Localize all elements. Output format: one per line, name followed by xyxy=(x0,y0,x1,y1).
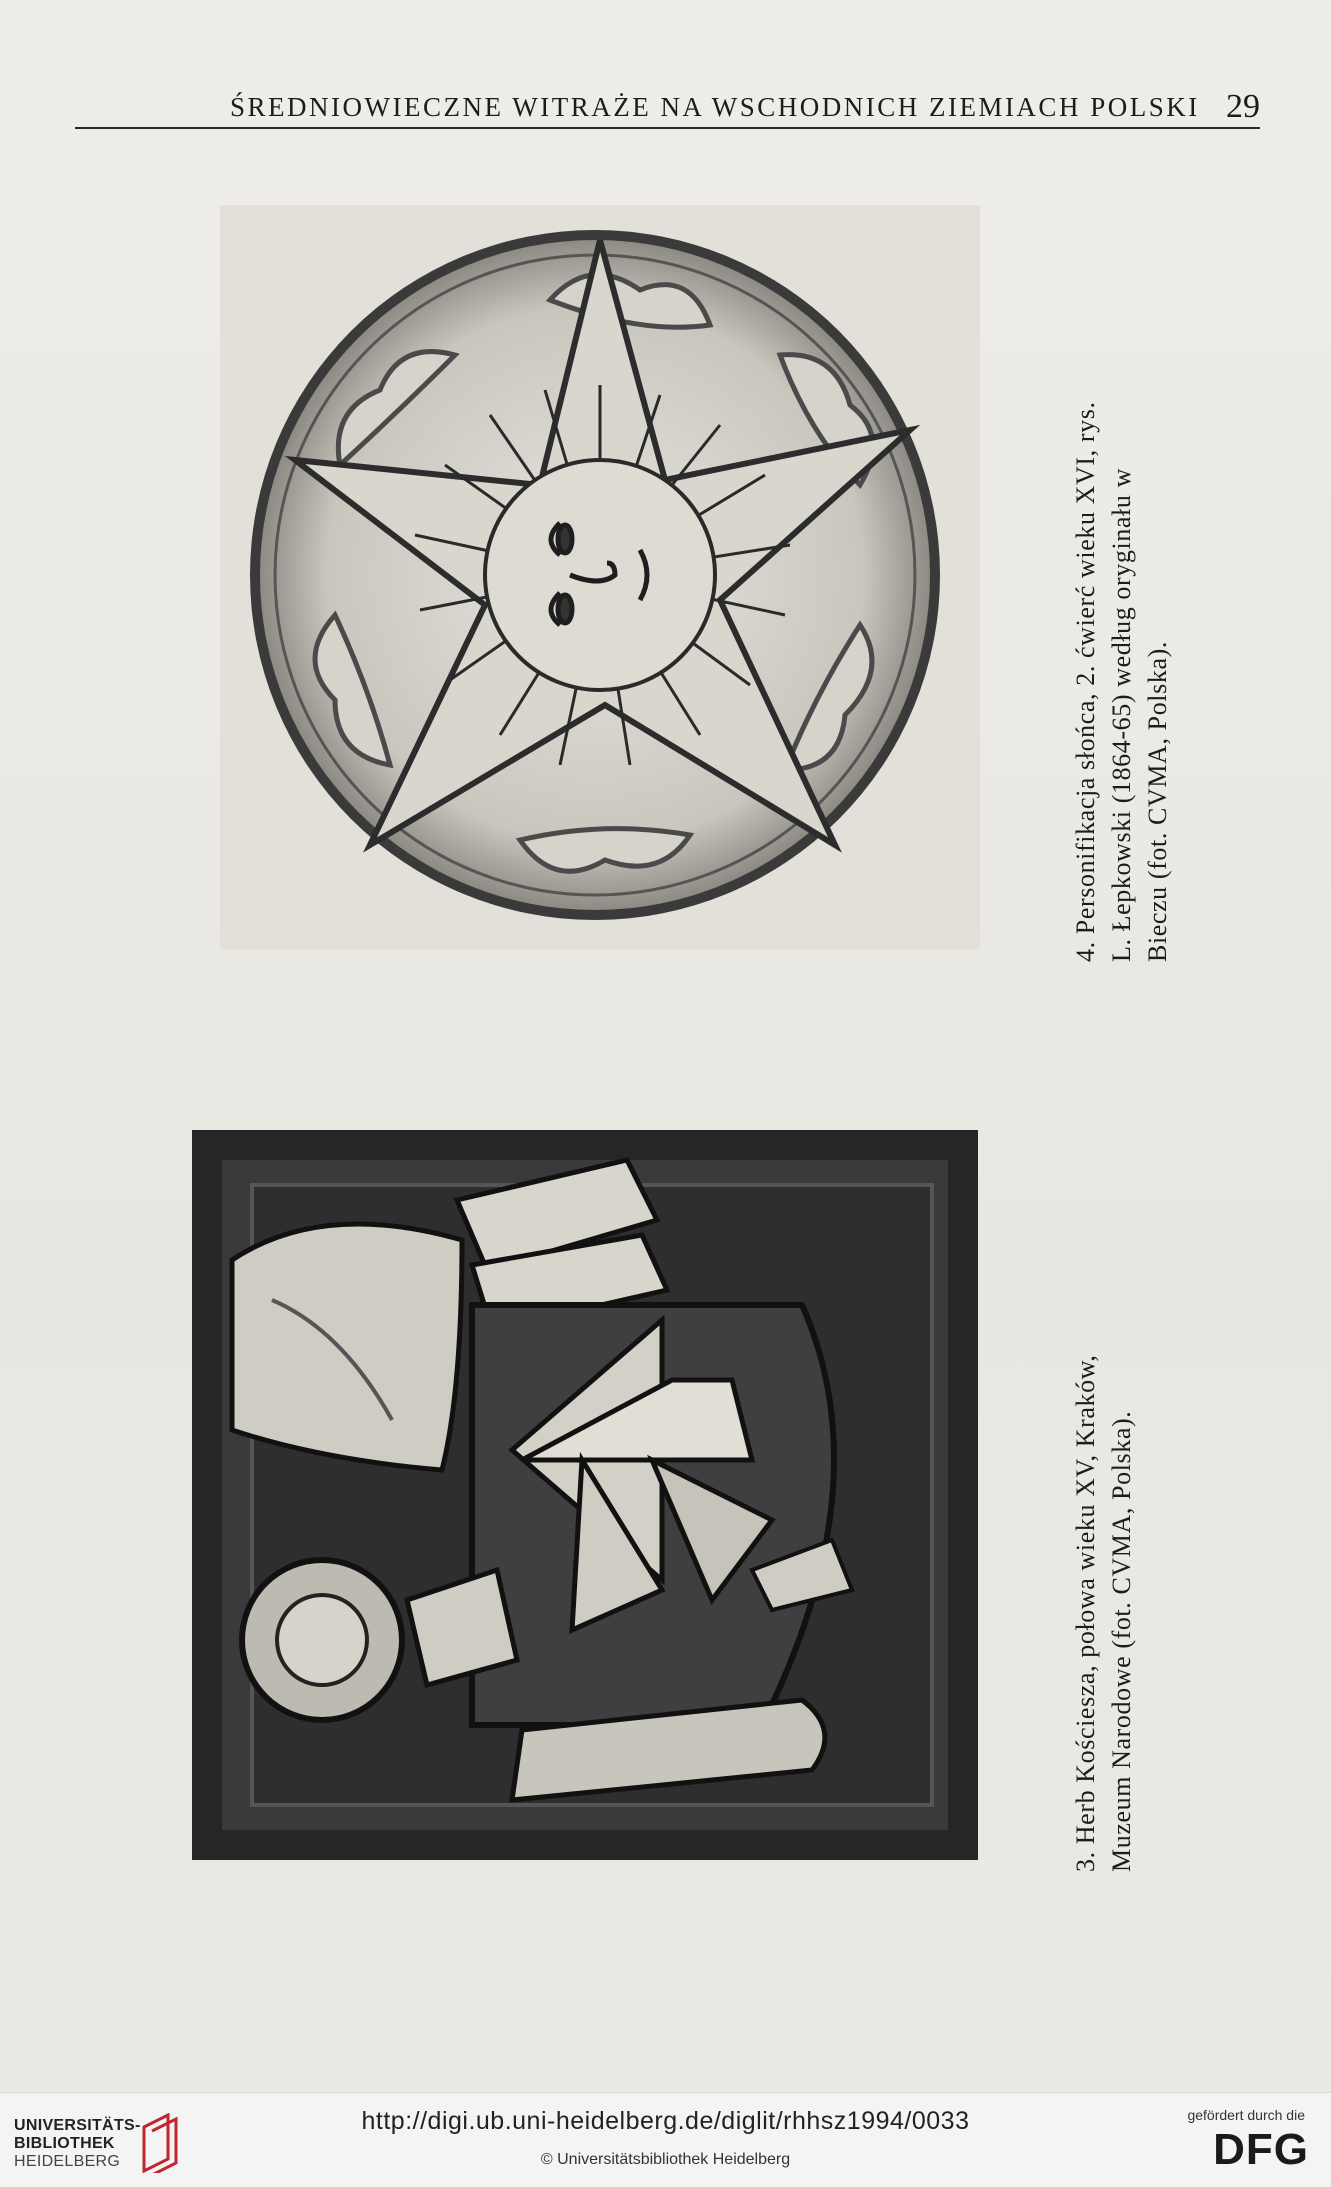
copyright-notice: © Universitätsbibliothek Heidelberg xyxy=(540,2151,791,2168)
sun-roundel-image xyxy=(220,205,980,950)
figure-3-caption-line-2: Muzeum Narodowe (fot. CVMA, Polska). xyxy=(1107,1410,1136,1872)
coat-of-arms-image xyxy=(192,1130,978,1860)
figure-4-caption-line-1: 4. Personifikacja słońca, 2. ćwierć wieku XVI, rys. xyxy=(1071,401,1100,962)
running-header xyxy=(120,88,1260,132)
figure-4-caption-line-2: L. Łepkowski (1864-65) według oryginału w xyxy=(1107,468,1136,962)
funder-label: gefördert durch die xyxy=(1187,2107,1305,2123)
source-url-link[interactable]: http://digi.ub.uni-heidelberg.de/diglit/rhhsz1994/0033 xyxy=(361,2107,970,2135)
running-title: ŚREDNIOWIECZNE WITRAŻE NA WSCHODNICH ZIEMIACH POLSKI xyxy=(230,92,1200,122)
coat-of-arms-illustration xyxy=(192,1130,978,1860)
dfg-logo[interactable]: DFG xyxy=(1213,2125,1309,2174)
library-name-line-2: BIBLIOTHEK xyxy=(14,2135,115,2152)
figure-4-caption-line-3: Bieczu (fot. CVMA, Polska). xyxy=(1143,641,1172,962)
library-name-line-1: UNIVERSITÄTS- xyxy=(14,2117,141,2134)
library-name-line-3: HEIDELBERG xyxy=(14,2153,121,2170)
header-rule xyxy=(75,127,1260,129)
sun-roundel-illustration xyxy=(220,205,980,950)
figure-3-caption-line-1: 3. Herb Kościesza, połowa wieku XV, Kraków, xyxy=(1071,1354,1100,1872)
page-number: 29 xyxy=(1226,88,1260,125)
digitization-footer xyxy=(0,2092,1331,2187)
